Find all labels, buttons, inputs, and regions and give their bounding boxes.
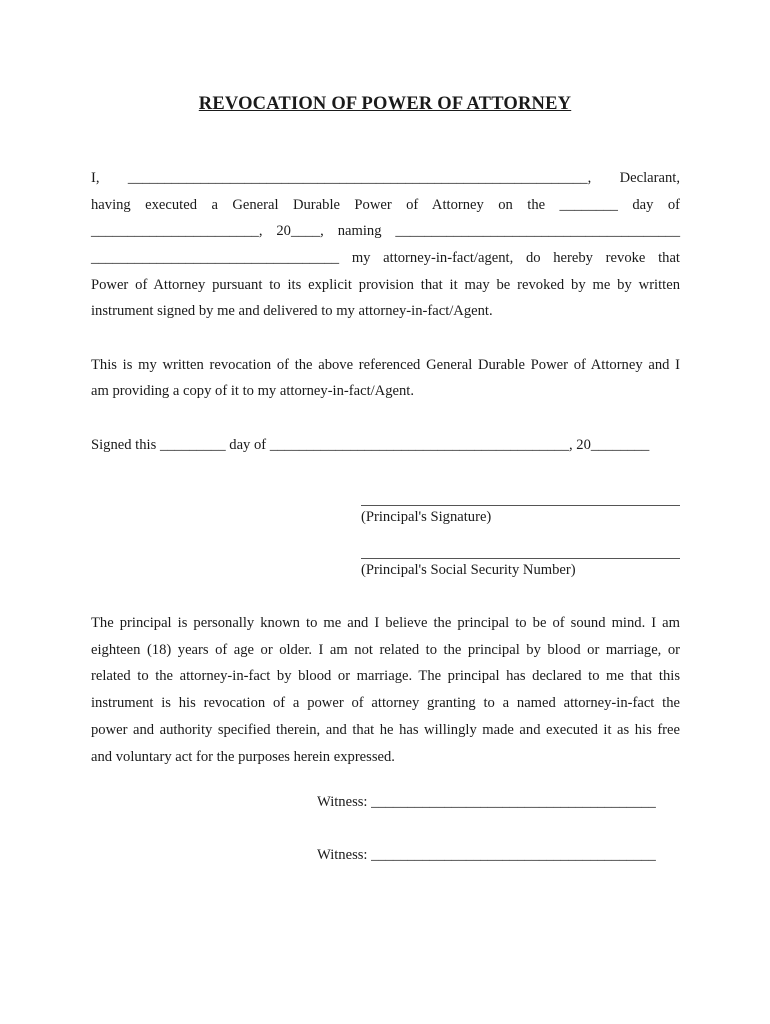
agent-name-blank[interactable]: _______________________________________: [395, 223, 680, 239]
witness-1-label: Witness:: [317, 794, 368, 810]
para1-line1: [91, 169, 680, 187]
agent-name-blank-2[interactable]: __________________________________: [91, 250, 340, 266]
signed-month-blank[interactable]: _________________________________________: [269, 437, 569, 453]
declarant-prefix: I,: [91, 170, 100, 186]
year-naming-text: , 20____, naming: [258, 223, 382, 239]
witness-2-blank[interactable]: _______________________________________: [371, 847, 656, 863]
para1-line2: having executed a General Durable Power of Attorney on the ________ day of: [91, 197, 680, 213]
principal-signature-line[interactable]: [361, 505, 680, 506]
witness-1-blank[interactable]: _______________________________________: [371, 794, 656, 810]
para1-line6: instrument signed by me and delivered to my attorney-in-fact/Agent.: [91, 303, 493, 319]
principal-ssn-label: (Principal's Social Security Number): [361, 562, 576, 578]
para3-line2: eighteen (18) years of age or older. I am not related to the principal by blood or marriage, or: [91, 642, 680, 658]
signed-line: [91, 436, 649, 454]
para3-line3: related to the attorney-in-fact by blood or marriage. The principal has declared to me that this: [91, 668, 680, 684]
para2-line1: This is my written revocation of the above referenced General Durable Power of Attorney and I: [91, 357, 680, 373]
principal-signature-label: (Principal's Signature): [361, 509, 492, 525]
para3-line1: The principal is personally known to me and I believe the principal to be of sound mind. I am: [91, 615, 680, 631]
principal-ssn-line[interactable]: [361, 558, 680, 559]
poa-date-blank[interactable]: _______________________: [91, 223, 259, 239]
witness-1: [317, 793, 656, 811]
para3-line5: power and authority specified therein, and that he has willingly made and executed it as his free: [91, 722, 680, 738]
para1-line4: [91, 249, 680, 267]
para2-line2: am providing a copy of it to my attorney-in-fact/Agent.: [91, 383, 415, 399]
para3-line4: instrument is his revocation of a power of attorney granting to a named attorney-in-fact the: [91, 695, 680, 711]
para3-line6: and voluntary act for the purposes herein expressed.: [91, 749, 395, 765]
witness-2-label: Witness:: [317, 847, 368, 863]
revoke-text: my attorney-in-fact/agent, do hereby revoke that: [351, 250, 680, 266]
signed-prefix: Signed this: [91, 437, 157, 453]
witness-2: [317, 846, 656, 864]
declarant-name-blank[interactable]: _______________________________________________________________: [127, 170, 588, 186]
document-title: REVOCATION OF POWER OF ATTORNEY: [198, 94, 572, 114]
signed-day-of: day of: [229, 437, 267, 453]
signed-day-blank[interactable]: _________: [159, 437, 226, 453]
signed-year-blank[interactable]: ________: [590, 437, 650, 453]
declarant-suffix: , Declarant,: [587, 170, 680, 186]
para1-line5: Power of Attorney pursuant to its explicit provision that it may be revoked by me by written: [91, 277, 680, 293]
signed-year-prefix: , 20: [568, 437, 591, 453]
para1-line3: [91, 222, 680, 240]
